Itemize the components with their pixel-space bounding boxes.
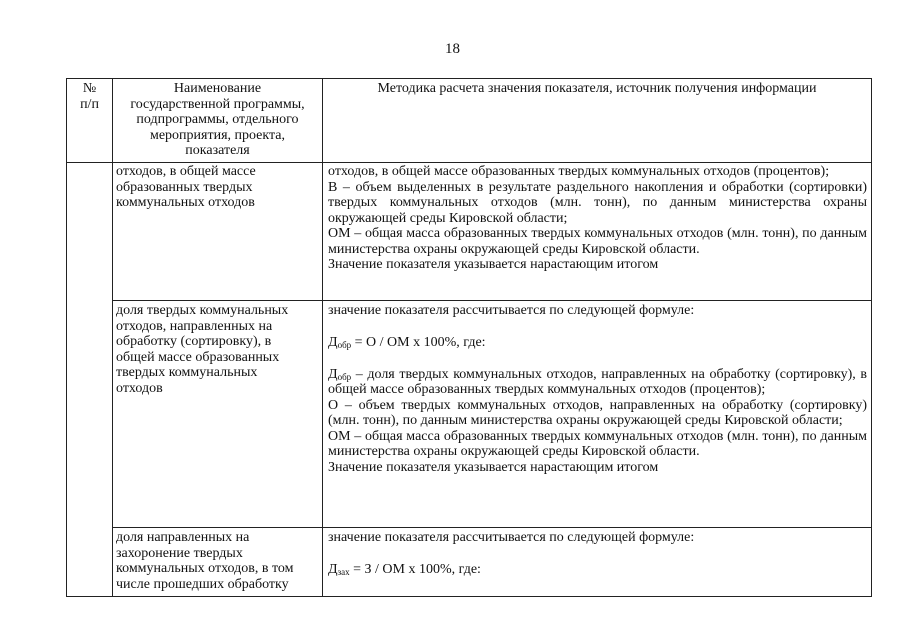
method-paragraph: Значение показателя указывается нарастающим итогом	[328, 257, 659, 272]
definition-symbol: Д	[328, 366, 338, 382]
formula-lhs: Д	[328, 334, 338, 350]
header-name	[113, 81, 322, 159]
header-name-line: Наименование	[173, 81, 262, 96]
name-line: образованных твердых	[116, 179, 253, 195]
row-3-name	[116, 530, 320, 592]
name-line: отходов, направленных на	[116, 318, 273, 334]
formula-subscript: зах	[337, 566, 350, 577]
row-3-method	[328, 530, 867, 579]
table-border-left	[66, 78, 67, 597]
table-border-right	[871, 78, 872, 597]
method-intro: значение показателя рассчитывается по следующей формуле:	[328, 530, 695, 545]
name-line: числе прошедших обработку	[116, 576, 289, 592]
name-line: твердых коммунальных	[116, 365, 258, 380]
definition-text: – доля твердых коммунальных отходов, направленных на обработку (сортировку), в общей массе образованных твердых коммунальных отходов (процентов);	[328, 366, 867, 397]
row-divider	[112, 300, 872, 301]
formula	[328, 334, 867, 352]
row-1-name	[116, 164, 320, 211]
name-line: обработку (сортировку), в	[116, 334, 272, 349]
row-divider	[112, 527, 872, 528]
method-paragraph: О – объем твердых коммунальных отходов, направленных на обработку (сортировку) (млн. тонн), по данным министерства охраны окружающей среды Кировской области;	[328, 397, 867, 428]
formula-subscript: обр	[337, 339, 352, 350]
page-number: 18	[445, 41, 460, 57]
name-line: отходов, в общей массе	[116, 164, 256, 179]
header-number-line: №	[82, 81, 97, 96]
name-line: коммунальных отходов	[116, 195, 255, 210]
method-paragraph: В – объем выделенных в результате раздельного накопления и обработки (сортировки) твердых коммунальных отходов (млн. тонн), по данным министерства охраны окружающей среды Кировской области;	[328, 179, 867, 226]
header-method: Методика расчета значения показателя, источник получения информации	[377, 81, 817, 96]
method-paragraph: Значение показателя указывается нарастающим итогом	[328, 459, 659, 475]
table-border-bottom	[66, 596, 872, 597]
header-number-line: п/п	[80, 96, 99, 112]
table-border-top	[66, 78, 872, 79]
formula-lhs: Д	[328, 561, 338, 577]
definition-paragraph	[328, 367, 867, 398]
name-line: коммунальных отходов, в том	[116, 561, 294, 576]
row-2-name	[116, 303, 320, 396]
method-paragraph: ОМ – общая масса образованных твердых коммунальных отходов (млн. тонн), по данным министерства охраны окружающей среды Кировской области.	[328, 226, 867, 257]
row-2-method	[328, 303, 867, 475]
column-divider	[322, 78, 323, 597]
method-paragraph: ОМ – общая масса образованных твердых коммунальных отходов (млн. тонн), по данным министерства охраны окружающей среды Кировской области.	[328, 428, 867, 459]
method-intro: значение показателя рассчитывается по следующей формуле:	[328, 303, 695, 318]
definition-subscript: обр	[337, 371, 352, 382]
formula	[328, 561, 867, 579]
header-name-line: подпрограммы, отдельного	[136, 112, 299, 127]
header-number	[67, 81, 112, 112]
name-line: доля твердых коммунальных	[116, 303, 289, 318]
formula-rhs: = О / ОМ х 100%, где:	[351, 334, 486, 350]
name-line: общей массе образованных	[116, 349, 280, 365]
header-divider	[66, 162, 872, 163]
method-paragraph: отходов, в общей массе образованных твердых коммунальных отходов (процентов);	[328, 164, 830, 179]
name-line: захоронение твердых	[116, 545, 243, 561]
formula-rhs: = З / ОМ х 100%, где:	[349, 561, 481, 577]
header-name-line: государственной программы,	[130, 96, 305, 112]
name-line: доля направленных на	[116, 530, 250, 545]
header-name-line: показателя	[185, 143, 250, 158]
header-name-line: мероприятия, проекта,	[149, 127, 286, 143]
row-1-method	[328, 164, 867, 273]
name-line: отходов	[116, 380, 163, 396]
